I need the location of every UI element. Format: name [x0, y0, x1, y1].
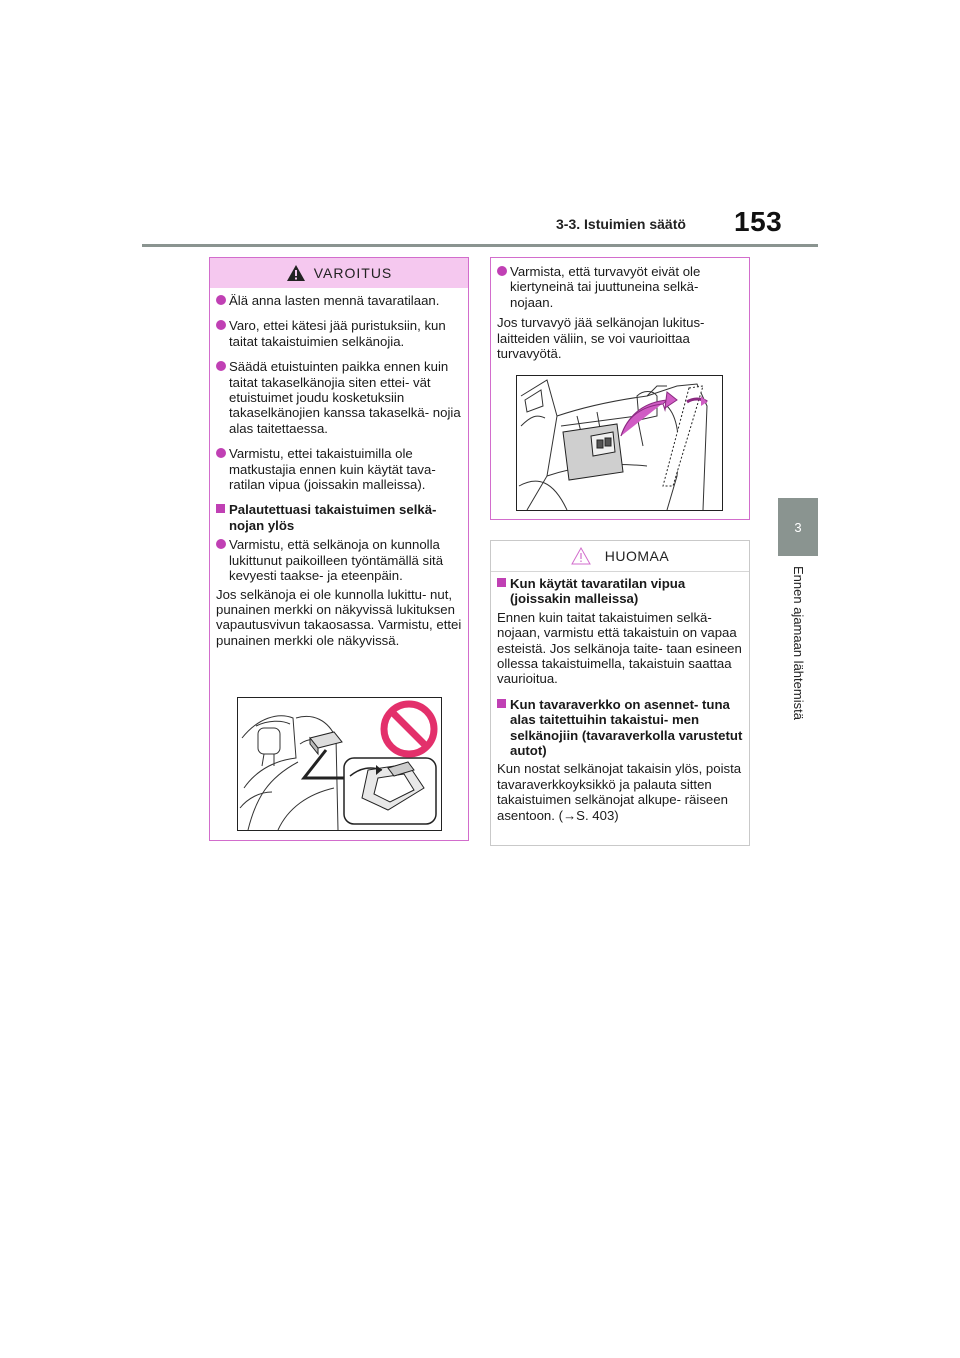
reference-arrow-icon: →: [562, 807, 577, 823]
section-title: 3-3. Istuimien säätö: [556, 216, 686, 232]
bullet-dot-icon: [497, 266, 507, 276]
rear-seat-seatbelt-illustration: [516, 375, 723, 511]
warning-bullet: [216, 318, 462, 349]
bullet-dot-icon: [216, 448, 226, 458]
notice-paragraph: [497, 761, 743, 823]
subheading-text: Kun tavaraverkko on asennet- tuna alas taitettuihin takaistui- men selkänojiin (tavaraverkolla varustetut autot): [510, 696, 743, 759]
bullet-dot-icon: [216, 320, 226, 330]
notice-box: [490, 540, 750, 846]
warning-bullet: [216, 359, 462, 436]
square-bullet-icon: [497, 699, 506, 708]
warning-bullet: [216, 293, 462, 308]
bullet-text: Säädä etuistuinten paikka ennen kuin taitat takaselkänojia siten ettei- vät etuistuimet joudu kosketuksiin takaselkänojien kanssa takaselkä- nojia alas taitettaessa.: [229, 359, 461, 436]
subheading-text: Palautettuasi takaistuimen selkä- nojan ylös: [229, 502, 437, 533]
warning-paragraph: Jos turvavyö jää selkänojan lukitus- laitteiden väliin, se voi vaurioittaa turvavyötä.: [497, 315, 705, 362]
caution-triangle-icon: [571, 547, 591, 565]
notice-paragraph: Ennen kuin taitat takaistuimen selkä- nojaan, varmistu että takaistuin on vapaa esteistä. Jos selkänoja taite- taan esineen ollessa takaistuimella, takaistuin saattaa vaurioitua.: [497, 609, 742, 687]
bullet-text: Varo, ettei kätesi jää puristuksiin, kun taitat takaistuimien selkänojia.: [229, 318, 446, 349]
bullet-text: Varmistu, ettei takaistuimilla ole matkustajia ennen kuin käytät tava- ratilan vipua (joissakin malleissa).: [229, 446, 436, 493]
chapter-number: 3: [794, 519, 802, 535]
bullet-text: Varmista, että turvavyöt eivät ole kiertyneinä tai juuttuneina selkä- nojaan.: [510, 264, 701, 310]
square-bullet-icon: [497, 578, 506, 587]
chapter-side-title: Ennen ajamaan lähtemistä: [791, 566, 806, 720]
notice-text: Kun nostat selkänojat takaisin ylös, poista tavaraverkkoyksikkö ja palauta sitten takaistuimen selkänojat alkupe- räiseen asentoon. (: [497, 761, 742, 823]
bullet-dot-icon: [216, 539, 226, 549]
notice-heading: HUOMAA: [604, 548, 670, 564]
warning-header: [210, 258, 468, 288]
warning-triangle-icon: [286, 264, 306, 282]
seatback-lever-illustration: [237, 697, 442, 831]
bullet-dot-icon: [216, 295, 226, 305]
warning-bullet: [216, 446, 462, 492]
warning-paragraph: Jos selkänoja ei ole kunnolla lukittu- nut, punainen merkki on näkyvissä lukituksen vapautusvivun takaosassa. Varmistu, ettei punainen merkki ole näkyvissä.: [216, 586, 462, 648]
warning-subheading: [216, 502, 462, 533]
seatback-lever-drawing: [238, 698, 441, 830]
square-bullet-icon: [216, 504, 225, 513]
warning-sub-bullet: [216, 537, 462, 583]
bullet-text: Älä anna lasten mennä tavaratilaan.: [229, 293, 440, 308]
notice-header: [491, 541, 749, 572]
chapter-tab: [778, 498, 818, 556]
subheading-text: Kun käytät tavaratilan vipua (joissakin malleissa): [510, 576, 686, 607]
header-rule: [142, 244, 818, 247]
notice-subheading: [497, 697, 743, 759]
bullet-dot-icon: [216, 361, 226, 371]
warning-bullet: [497, 264, 743, 310]
notice-subheading: [497, 576, 743, 607]
warning-heading: VAROITUS: [313, 265, 393, 281]
rear-seat-drawing: [517, 376, 722, 510]
page-reference-link[interactable]: S. 403): [576, 807, 619, 823]
page-number: 153: [734, 206, 783, 237]
bullet-text: Varmistu, että selkänoja on kunnolla lukittunut paikoilleen työntämällä sitä kevyesti taakse- ja eteenpäin.: [229, 537, 444, 584]
